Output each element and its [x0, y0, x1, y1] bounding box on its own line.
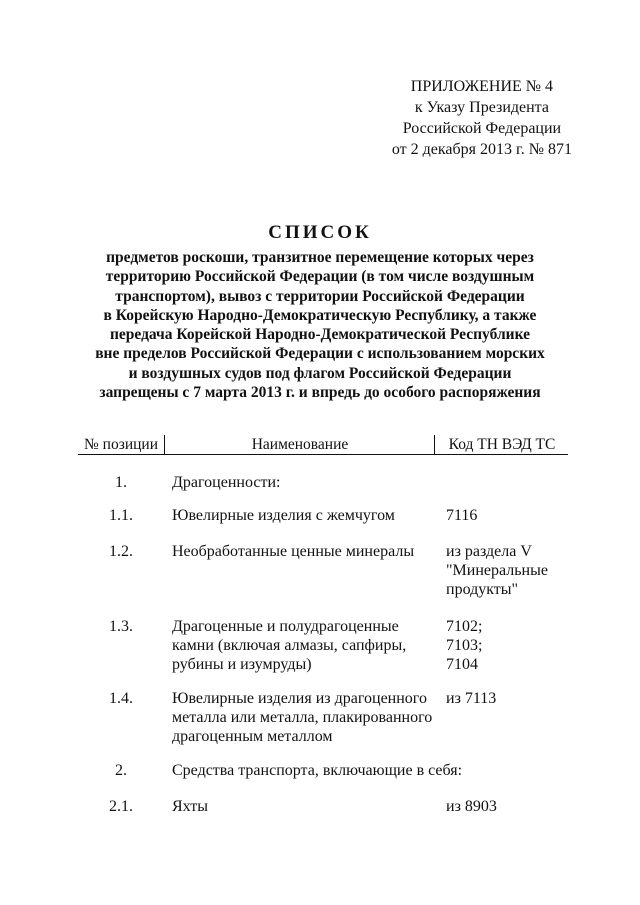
item-name-line: Драгоценности: [172, 474, 281, 491]
item-name-line: драгоценным металлом [172, 728, 333, 745]
column-header-position: № позиции [83, 436, 158, 453]
item-name-line: камни (включая алмазы, сапфиры, [172, 637, 407, 654]
tn-ved-code-line: "Минеральные [446, 562, 548, 579]
item-name [172, 473, 437, 492]
tn-ved-code-line: из 8903 [446, 798, 497, 815]
item-name-line: Ювелирные изделия с жемчугом [172, 507, 395, 524]
position-number: 1.4. [109, 690, 133, 707]
subtitle-line: передача Корейской Народно-Демократической Республике [109, 326, 531, 344]
position-number: 2. [115, 762, 127, 779]
tn-ved-code [446, 689, 586, 708]
tn-ved-code [446, 542, 586, 599]
tn-ved-code-line: 7116 [446, 507, 478, 524]
appendix-decree-ref: к Указу Президента [414, 99, 549, 116]
position-number: 1.1. [109, 507, 133, 524]
item-name-line: Драгоценные и полудрагоценные [172, 618, 399, 635]
item-name [172, 797, 437, 816]
column-header-code: Код ТН ВЭД ТС [434, 435, 569, 454]
position-number: 1. [115, 474, 127, 491]
tn-ved-code-line: продукты" [446, 581, 519, 598]
subtitle-line: предметов роскоши, транзитное перемещение которых через [106, 249, 534, 266]
tn-ved-code [446, 617, 586, 674]
column-header-name: Наименование [164, 435, 435, 454]
position-number: 2.1. [109, 798, 133, 815]
appendix-label: ПРИЛОЖЕНИЕ № 4 [410, 78, 554, 95]
table-header [78, 435, 568, 455]
item-name-line: Необработанные ценные минералы [172, 543, 415, 560]
document-title: СПИСОК [268, 222, 372, 243]
subtitle-line: транспортом), вывоз с территории Российской Федерации [115, 287, 525, 305]
tn-ved-code-line: 7104 [446, 656, 478, 673]
item-name [172, 617, 437, 674]
tn-ved-code-line: из раздела V [446, 543, 532, 560]
appendix-date: от 2 декабря 2013 г. № 871 [391, 141, 572, 158]
subtitle-line: запрещены с 7 марта 2013 г. и впредь до особого распоряжения [99, 384, 541, 402]
document-subtitle [70, 248, 570, 402]
item-name [172, 506, 437, 525]
item-name-line: металла или металла, плакированного [172, 709, 433, 726]
position-number: 1.3. [109, 618, 133, 635]
subtitle-line: территорию Российской Федерации (в том числе воздушным [105, 268, 535, 286]
subtitle-line: в Корейскую Народно-Демократическую Республику, а также [103, 306, 537, 324]
tn-ved-code [446, 506, 586, 525]
item-name [172, 689, 437, 746]
item-name-line: Ювелирные изделия из драгоценного [172, 690, 427, 707]
subtitle-line: и воздушных судов под флагом Российской Федерации [128, 364, 512, 382]
tn-ved-code-line: 7103; [446, 637, 483, 654]
tn-ved-code [446, 797, 586, 816]
subtitle-line: вне пределов Российской Федерации с использованием морских [95, 345, 545, 363]
item-name-line: рубины и изумруды) [172, 656, 312, 673]
item-name-line: Средства транспорта, включающие в себя: [172, 762, 463, 779]
item-name [172, 761, 463, 780]
position-number: 1.2. [109, 543, 133, 560]
appendix-authority: Российской Федерации [402, 120, 562, 137]
item-name [172, 542, 437, 561]
item-name-line: Яхты [172, 798, 209, 815]
appendix-header [392, 76, 572, 160]
tn-ved-code-line: из 7113 [446, 690, 497, 707]
tn-ved-code-line: 7102; [446, 618, 483, 635]
